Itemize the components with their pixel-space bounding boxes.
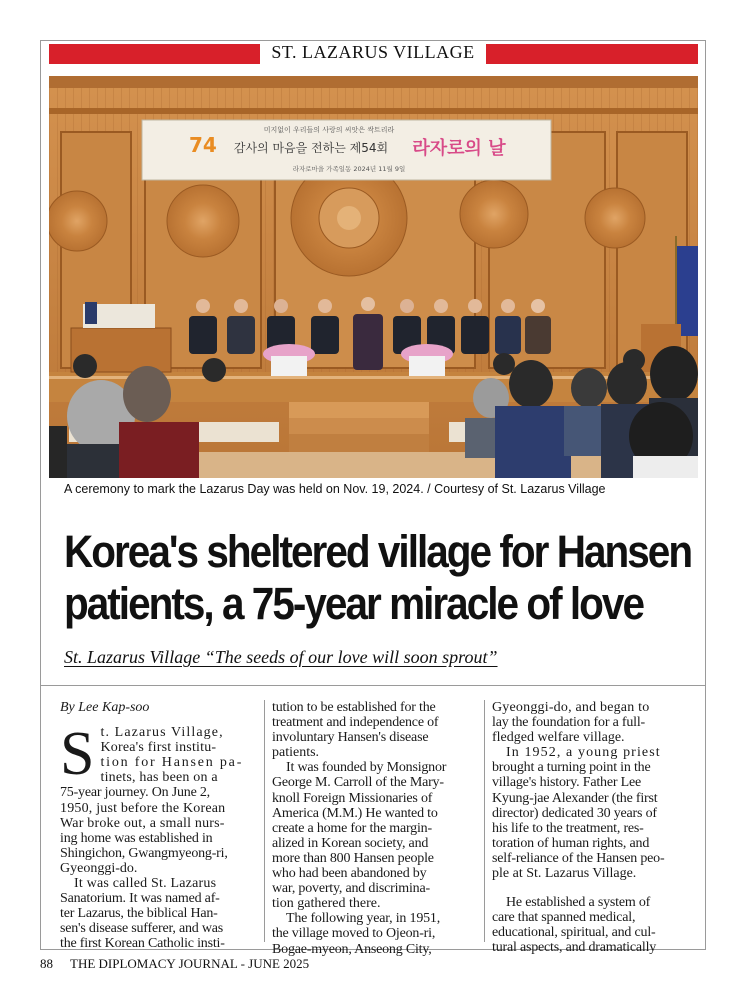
headline-line-2: patients, a 75-year miracle of love — [64, 578, 644, 629]
body-line: 1950, just before the Korean — [60, 800, 226, 816]
body-line: tion gathered there. — [272, 896, 381, 912]
body-line: Sanatorium. It was named af- — [60, 891, 220, 907]
body-line: It was called St. Lazarus — [74, 876, 217, 892]
column-divider-2 — [484, 700, 485, 942]
headline-line-1: Korea's sheltered village for Hansen — [64, 526, 692, 577]
byline: By Lee Kap-soo — [60, 700, 150, 715]
publication-name: THE DIPLOMACY JOURNAL - JUNE 2025 — [70, 956, 310, 971]
body-line: create a home for the margin- — [272, 820, 432, 836]
body-line: brought a turning point in the — [492, 760, 651, 776]
banner-sub-text: 라자로마을 가족일동 2024년 11월 9일 — [292, 165, 406, 173]
body-line: tion for Hansen pa- — [100, 755, 244, 771]
body-line: War broke out, a small nurs- — [60, 815, 225, 831]
body-line: involuntary Hansen's disease — [272, 730, 429, 746]
body-line: He established a system of — [506, 895, 651, 911]
body-line: George M. Carroll of the Mary- — [272, 775, 444, 791]
body-line: America (M.M.) He wanted to — [272, 805, 438, 821]
body-line: t. Lazarus Village, — [100, 725, 224, 741]
article-column-1 — [60, 700, 256, 952]
body-line: fledged welfare village. — [492, 730, 625, 746]
column-divider-1 — [264, 700, 265, 942]
banner-highlight-text: 라자로의 날 — [412, 138, 506, 159]
body-line: ing home was established in — [60, 830, 213, 846]
body-line: treatment and independence of — [272, 715, 439, 731]
body-line: ple at St. Lazarus Village. — [492, 866, 637, 882]
body-line: knoll Foreign Missionaries of — [272, 790, 433, 806]
body-line: Kyung-jae Alexander (the first — [492, 790, 658, 806]
headline — [64, 526, 692, 630]
article-column-3 — [492, 700, 698, 956]
body-line: Gyeonggi-do, and began to — [492, 700, 650, 715]
body-line: ter Lazarus, the biblical Han- — [60, 906, 218, 922]
body-line: It was founded by Monsignor — [286, 760, 447, 776]
body-line: care that spanned medical, — [492, 910, 636, 926]
body-line: Korea's first institu- — [100, 740, 217, 756]
body-line: more than 800 Hansen people — [272, 850, 434, 866]
subheadline: St. Lazarus Village “The seeds of our love will soon sprout” — [64, 647, 498, 667]
body-line: alized in Korean society, and — [272, 835, 429, 851]
page-footer — [40, 956, 309, 972]
article-column-2 — [272, 700, 476, 957]
body-line: In 1952, a young priest — [506, 745, 661, 761]
body-line: village's history. Father Lee — [492, 775, 641, 791]
body-line: self-reliance of the Hansen peo- — [492, 850, 665, 866]
body-line: his life to the treatment, res- — [492, 820, 644, 836]
body-line: educational, spiritual, and cul- — [492, 925, 656, 941]
body-line: Gyeonggi-do. — [60, 860, 138, 876]
photo-caption: A ceremony to mark the Lazarus Day was held on Nov. 19, 2024. / Courtesy of St. Lazarus Village — [64, 482, 606, 496]
drop-cap: S — [60, 720, 95, 789]
body-line: Shingichon, Gwangmyeong-ri, — [60, 845, 228, 861]
body-line: The following year, in 1951, — [286, 911, 441, 927]
section-title: ST. LAZARUS VILLAGE — [271, 42, 475, 62]
body-line: director) dedicated 30 years of — [492, 805, 657, 821]
section-bar-right — [486, 44, 698, 64]
body-line: patients. — [272, 745, 320, 761]
body-line: tural aspects, and dramatically — [492, 940, 657, 956]
body-line: sen's disease sufferer, and was — [60, 921, 224, 937]
banner-main-text: 감사의 마음을 전하는 제54회 — [233, 141, 389, 155]
body-line: lay the foundation for a full- — [492, 715, 646, 731]
body-line: tinets, has been on a — [100, 770, 218, 786]
body-line: the first Korean Catholic insti- — [60, 936, 225, 952]
body-line: 75-year journey. On June 2, — [60, 785, 210, 801]
section-bar-left — [49, 44, 260, 64]
body-line: the village moved to Ojeon-ri, — [272, 926, 436, 942]
page-number: 88 — [40, 956, 53, 971]
body-line: who had been abandoned by — [272, 866, 427, 882]
body-line: Bogae-myeon, Anseong City, — [272, 941, 432, 957]
body-line: war, poverty, and discrimina- — [272, 881, 430, 897]
body-line: toration of human rights, and — [492, 835, 650, 851]
banner-top-text: 미지없이 우리들의 사랑의 씨앗은 싹트리라 — [263, 126, 395, 134]
body-line: tution to be established for the — [272, 700, 436, 715]
divider-top — [41, 685, 705, 686]
ceremony-photo — [49, 76, 698, 478]
paragraph-gap — [492, 881, 698, 895]
banner-logo: 74 — [189, 133, 217, 157]
